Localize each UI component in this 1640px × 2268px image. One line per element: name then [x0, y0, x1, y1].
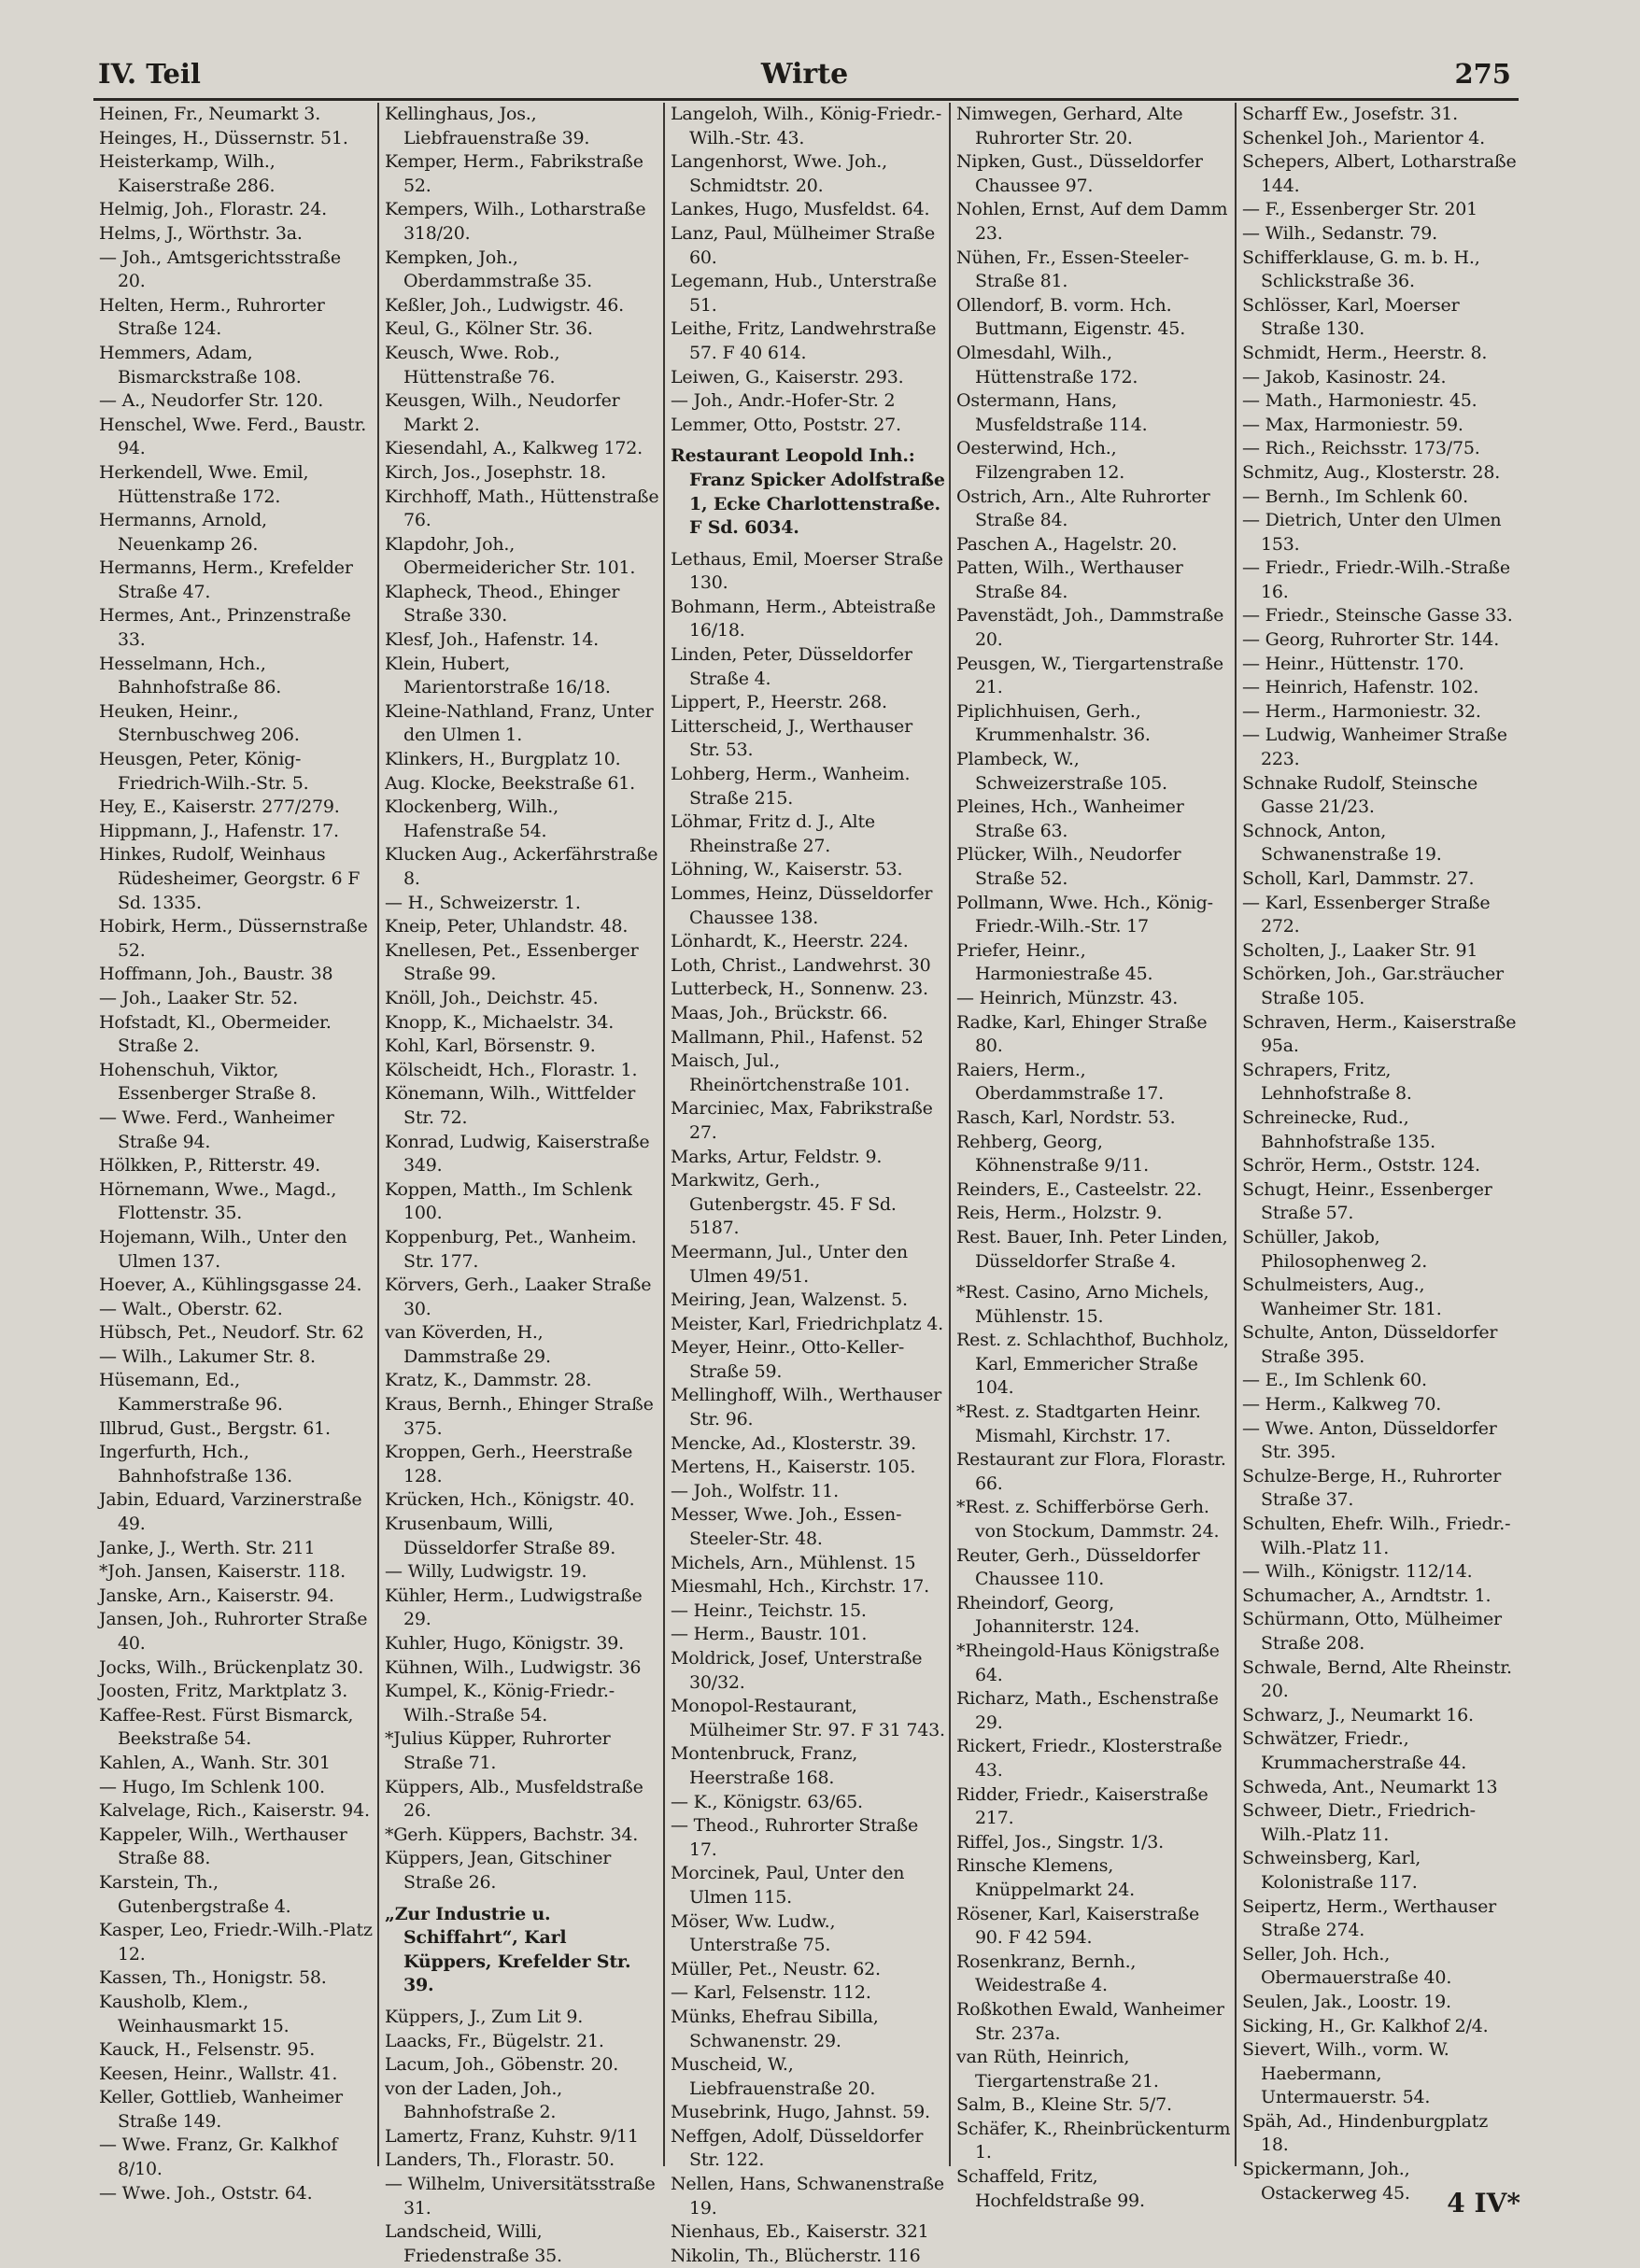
directory-entry: Musebrink, Hugo, Jahnst. 59.: [671, 2102, 930, 2123]
directory-entry: Heinen, Fr., Neumarkt 3.: [99, 104, 321, 124]
directory-entry: Krücken, Hch., Königstr. 40.: [385, 1489, 635, 1511]
directory-entry: Hoever, A., Kühlingsgasse 24.: [99, 1275, 362, 1296]
directory-entry: van Rüth, Heinrich, Tiergartenstraße 21.: [956, 2047, 1159, 2092]
directory-entry: Kumpel, K., König-Friedr.-Wilh.-Straße 54.: [385, 1681, 615, 1726]
directory-entry: Legemann, Hub., Unterstraße 51.: [671, 271, 937, 316]
directory-entry: Kohl, Karl, Börsenstr. 9.: [385, 1035, 596, 1057]
directory-entry: Pollmann, Wwe. Hch., König-Friedr.-Wilh.-Str. 17: [956, 892, 1213, 937]
directory-entry: — K., Königstr. 63/65.: [671, 1791, 863, 1812]
directory-entry: Landscheid, Willi, Friedenstraße 35.: [385, 2221, 562, 2266]
page-number: 275: [1454, 58, 1511, 90]
directory-entry: Schwätzer, Friedr., Krummacherstraße 44.: [1242, 1728, 1467, 1773]
directory-entry: Schwale, Bernd, Alte Rheinstr. 20.: [1242, 1656, 1512, 1702]
directory-entry: Henschel, Wwe. Ferd., Baustr. 94.: [99, 414, 367, 459]
directory-entry: — Hugo, Im Schlenk 100.: [99, 1776, 325, 1797]
directory-entry: — Heinrich, Hafenstr. 102.: [1242, 677, 1479, 698]
directory-entry: Könemann, Wilh., Wittfelder Str. 72.: [385, 1083, 636, 1128]
directory-entry: Janke, J., Werth. Str. 211: [99, 1537, 316, 1558]
directory-entry: Schumacher, A., Arndtstr. 1.: [1242, 1585, 1492, 1606]
directory-entry: Loth, Christ., Landwehrst. 30: [671, 954, 931, 976]
directory-entry: — Walt., Oberstr. 62.: [99, 1298, 283, 1319]
directory-entry: Nimwegen, Gerhard, Alte Ruhrorter Str. 20.: [956, 104, 1183, 148]
directory-entry: Hoffmann, Joh., Baustr. 38: [99, 964, 333, 985]
directory-entry: Janske, Arn., Kaiserstr. 94.: [99, 1585, 334, 1606]
directory-entry: Schwarz, J., Neumarkt 16.: [1242, 1704, 1474, 1726]
directory-entry: — Herm., Baustr. 101.: [671, 1624, 868, 1645]
directory-entry: Illbrud, Gust., Bergstr. 61.: [99, 1417, 331, 1439]
directory-entry: Reuter, Gerh., Düsseldorfer Chaussee 110.: [956, 1544, 1200, 1590]
directory-entry: Plambeck, W., Schweizerstraße 105.: [956, 749, 1167, 794]
directory-entry: Kasper, Leo, Friedr.-Wilh.-Platz 12.: [99, 1920, 373, 1965]
directory-entry: Aug. Klocke, Beekstraße 61.: [385, 772, 635, 794]
header-rule: [93, 98, 1519, 101]
directory-entry: Schweinsberg, Karl, Kolonistraße 117.: [1242, 1848, 1421, 1893]
directory-entry: — Karl, Felsenstr. 112.: [671, 1982, 871, 2004]
directory-entry: — Wilh., Lakumer Str. 8.: [99, 1345, 316, 1367]
directory-entry: Hüsemann, Ed., Kammerstraße 96.: [99, 1370, 283, 1416]
directory-entry: Schürmann, Otto, Mülheimer Straße 208.: [1242, 1609, 1502, 1654]
directory-entry: Rasch, Karl, Nordstr. 53.: [956, 1106, 1176, 1128]
directory-entry: Hesselmann, Hch., Bahnhofstraße 86.: [99, 653, 282, 698]
directory-entry: Hey, E., Kaiserstr. 277/279.: [99, 796, 340, 818]
directory-entry: — F., Essenberger Str. 201: [1242, 199, 1478, 220]
directory-entry: Herkendell, Wwe. Emil, Hüttenstraße 172.: [99, 461, 309, 507]
directory-entry: Lutterbeck, H., Sonnenw. 23.: [671, 979, 928, 1000]
directory-entry: Lippert, P., Heerstr. 268.: [671, 692, 887, 713]
directory-entry: Krusenbaum, Willi, Düsseldorfer Straße 89.: [385, 1514, 616, 1558]
directory-entry: Priefer, Heinr., Harmoniestraße 45.: [956, 939, 1153, 985]
directory-entry: Jansen, Joh., Ruhrorter Straße 40.: [99, 1609, 368, 1654]
directory-entry: Marks, Artur, Feldstr. 9.: [671, 1146, 883, 1167]
directory-entry: Leiwen, G., Kaiserstr. 293.: [671, 366, 904, 387]
directory-entry: Klucken Aug., Ackerfährstraße 8.: [385, 844, 658, 889]
directory-entry: Mencke, Ad., Klosterstr. 39.: [671, 1432, 916, 1454]
directory-entry: Kalvelage, Rich., Kaiserstr. 94.: [99, 1800, 370, 1822]
directory-entry: — Bernh., Im Schlenk 60.: [1242, 486, 1468, 507]
directory-entry: — Jakob, Kasinostr. 24.: [1242, 366, 1447, 387]
directory-entry: — Dietrich, Unter den Ulmen 153.: [1242, 510, 1502, 555]
directory-entry: Hörnemann, Wwe., Magd., Flottenstr. 35.: [99, 1178, 337, 1224]
printer-signature: 4 IV*: [1447, 2188, 1520, 2219]
directory-entry: Richarz, Math., Eschenstraße 29.: [956, 1688, 1219, 1733]
directory-entry: Schrör, Herm., Oststr. 124.: [1242, 1155, 1480, 1176]
directory-entry: *Rest. z. Stadtgarten Heinr. Mismahl, Kirchstr. 17.: [956, 1402, 1201, 1446]
directory-entry: Meiring, Jean, Walzenst. 5.: [671, 1289, 908, 1311]
directory-entry: Peusgen, W., Tiergartenstraße 21.: [956, 653, 1223, 698]
directory-entry: — Heinr., Teichstr. 15.: [671, 1599, 867, 1621]
directory-entry: Späh, Ad., Hindenburgplatz 18.: [1242, 2110, 1489, 2156]
directory-entry: Linden, Peter, Düsseldorfer Straße 4.: [671, 644, 912, 689]
directory-entry: Helmig, Joh., Florastr. 24.: [99, 199, 328, 220]
directory-entry: Kemper, Herm., Fabrikstraße 52.: [385, 151, 643, 196]
directory-entry: Lönhardt, K., Heerstr. 224.: [671, 931, 909, 952]
directory-entry: Kassen, Th., Honigstr. 58.: [99, 1967, 327, 1989]
directory-entry: Mellinghoff, Wilh., Werthauser Str. 96.: [671, 1385, 941, 1430]
directory-entry: Maisch, Jul., Rheinörtchenstraße 101.: [671, 1050, 911, 1095]
directory-entry: — Joh., Laaker Str. 52.: [99, 987, 298, 1008]
directory-entry: Klapdohr, Joh., Obermeidericher Str. 101.: [385, 533, 636, 579]
directory-entry: Kneip, Peter, Uhlandstr. 48.: [385, 916, 629, 937]
directory-entry: — Math., Harmoniestr. 45.: [1242, 390, 1477, 412]
directory-entry: Hermes, Ant., Prinzenstraße 33.: [99, 605, 351, 651]
directory-entry: Keesen, Heinr., Wallstr. 41.: [99, 2063, 338, 2084]
directory-entry: Hermanns, Arnold, Neuenkamp 26.: [99, 510, 267, 555]
directory-entry: Kraus, Bernh., Ehinger Straße 375.: [385, 1394, 654, 1439]
column-3: [665, 103, 951, 2266]
directory-entry: Radke, Karl, Ehinger Straße 80.: [956, 1011, 1208, 1057]
directory-entry: Messer, Wwe. Joh., Essen-Steeler-Str. 48.: [671, 1504, 902, 1550]
directory-entry: Klapheck, Theod., Ehinger Straße 330.: [385, 581, 620, 627]
directory-entry: Litterscheid, J., Werthauser Str. 53.: [671, 715, 912, 761]
directory-entry: Lankes, Hugo, Musfeldst. 64.: [671, 199, 930, 220]
directory-entry: Kappeler, Wilh., Werthauser Straße 88.: [99, 1824, 347, 1869]
directory-entry: Bohmann, Herm., Abteistraße 16/18.: [671, 596, 936, 641]
directory-entry: Rest. z. Schlachthof, Buchholz, Karl, Emmericher Straße 104.: [956, 1330, 1229, 1399]
directory-entry: — H., Schweizerstr. 1.: [385, 892, 581, 913]
directory-entry: Schulze-Berge, H., Ruhrorter Straße 37.: [1242, 1465, 1502, 1511]
directory-entry: Mertens, H., Kaiserstr. 105.: [671, 1457, 916, 1478]
directory-entry: *Joh. Jansen, Kaiserstr. 118.: [99, 1561, 346, 1583]
directory-entry: Kellinghaus, Jos., Liebfrauenstraße 39.: [385, 104, 590, 148]
directory-entry: Nühen, Fr., Essen-Steeler-Straße 81.: [956, 247, 1189, 292]
directory-entry: Keusch, Wwe. Rob., Hüttenstraße 76.: [385, 342, 560, 387]
directory-entry: Sievert, Wilh., vorm. W. Haebermann, Untermauerstr. 54.: [1242, 2039, 1449, 2108]
directory-entry: Plücker, Wilh., Neudorfer Straße 52.: [956, 844, 1181, 889]
directory-entry: Kölscheidt, Hch., Florastr. 1.: [385, 1059, 638, 1080]
directory-entry: Schrapers, Fritz, Lehnhofstraße 8.: [1242, 1059, 1412, 1105]
directory-entry: Nikolin, Th., Blücherstr. 116: [671, 2245, 921, 2266]
page-header: [98, 58, 1511, 95]
directory-entry: Jocks, Wilh., Brückenplatz 30.: [99, 1656, 364, 1678]
directory-entry: Joosten, Fritz, Marktplatz 3.: [99, 1681, 348, 1702]
directory-entry: — Heinr., Hüttenstr. 170.: [1242, 653, 1464, 674]
directory-entry: Montenbruck, Franz, Heerstraße 168.: [671, 1743, 858, 1788]
directory-entry: — A., Neudorfer Str. 120.: [99, 390, 324, 412]
directory-entry: Schulte, Anton, Düsseldorfer Straße 395.: [1242, 1322, 1498, 1367]
directory-entry: — Herm., Kalkweg 70.: [1242, 1394, 1442, 1416]
directory-entry: — Herm., Harmoniestr. 32.: [1242, 700, 1481, 722]
directory-entry: Oesterwind, Hch., Filzengraben 12.: [956, 438, 1125, 483]
directory-entry: Kempers, Wilh., Lotharstraße 318/20.: [385, 199, 646, 244]
directory-entry: Klinkers, H., Burgplatz 10.: [385, 749, 621, 770]
directory-entry: Münks, Ehefrau Sibilla, Schwanenstr. 29.: [671, 2006, 879, 2051]
directory-entry: Lethaus, Emil, Moerser Straße 130.: [671, 548, 943, 594]
directory-entry: Schepers, Albert, Lotharstraße 144.: [1242, 151, 1517, 196]
directory-entry: *Rest. z. Schifferbörse Gerh. von Stockum, Dammstr. 24.: [956, 1497, 1220, 1543]
directory-entry: Konrad, Ludwig, Kaiserstraße 349.: [385, 1131, 650, 1176]
directory-entry: — Friedr., Friedr.-Wilh.-Straße 16.: [1242, 557, 1510, 602]
directory-entry: — Max, Harmoniestr. 59.: [1242, 414, 1463, 435]
directory-entry: Restaurant Leopold Inh.: Franz Spicker Adolfstraße 1, Ecke Charlottenstraße. F Sd. 6034.: [671, 445, 945, 539]
directory-entry: Schifferklause, G. m. b. H., Schlickstraße 36.: [1242, 247, 1480, 292]
directory-entry: — E., Im Schlenk 60.: [1242, 1370, 1427, 1391]
directory-entry: Küppers, J., Zum Lit 9.: [385, 2006, 584, 2027]
directory-entry: Rösener, Karl, Kaiserstraße 90. F 42 594.: [956, 1903, 1200, 1949]
directory-entry: Patten, Wilh., Werthauser Straße 84.: [956, 557, 1183, 602]
directory-entry: Meermann, Jul., Unter den Ulmen 49/51.: [671, 1241, 908, 1287]
directory-entry: *Julius Küpper, Ruhrorter Straße 71.: [385, 1728, 611, 1773]
directory-entry: Nienhaus, Eb., Kaiserstr. 321: [671, 2221, 929, 2243]
directory-entry: Klockenberg, Wilh., Hafenstraße 54.: [385, 796, 558, 841]
directory-entry: Markwitz, Gerh., Gutenbergstr. 45. F Sd. 5187.: [671, 1170, 897, 1239]
directory-entry: Laacks, Fr., Bügelstr. 21.: [385, 2030, 604, 2051]
directory-entry: Restaurant zur Flora, Florastr. 66.: [956, 1449, 1226, 1494]
directory-entry: Lanz, Paul, Mülheimer Straße 60.: [671, 222, 936, 268]
directory-entry: Raiers, Herm., Oberdammstraße 17.: [956, 1059, 1164, 1105]
directory-entry: Meyer, Heinr., Otto-Keller-Straße 59.: [671, 1337, 905, 1382]
directory-entry: *Rest. Casino, Arno Michels, Mühlenstr. 15.: [956, 1282, 1209, 1327]
directory-entry: Schulmeisters, Aug., Wanheimer Str. 181.: [1242, 1275, 1442, 1319]
directory-entry: — Wilhelm, Universitätsstraße 31.: [385, 2174, 656, 2219]
directory-entry: Klein, Hubert, Marientorstraße 16/18.: [385, 653, 611, 698]
directory-entry: Muscheid, W., Liebfrauenstraße 20.: [671, 2054, 876, 2099]
directory-entry: Hojemann, Wilh., Unter den Ulmen 137.: [99, 1226, 347, 1272]
directory-entry: Lemmer, Otto, Poststr. 27.: [671, 414, 901, 435]
directory-entry: Kahlen, A., Wanh. Str. 301: [99, 1752, 331, 1773]
directory-entry: Rehberg, Georg, Köhnenstraße 9/11.: [956, 1131, 1149, 1176]
directory-entry: Seller, Joh. Hch., Obermauerstraße 40.: [1242, 1943, 1452, 1989]
directory-entry: Kroppen, Gerh., Heerstraße 128.: [385, 1442, 633, 1486]
directory-entry: Sicking, H., Gr. Kalkhof 2/4.: [1242, 2015, 1489, 2036]
directory-entry: *Gerh. Küppers, Bachstr. 34.: [385, 1824, 639, 1845]
directory-entry: Schugt, Heinr., Essenberger Straße 57.: [1242, 1178, 1492, 1224]
directory-entry: Keul, G., Kölner Str. 36.: [385, 318, 593, 340]
directory-entry: Müller, Pet., Neustr. 62.: [671, 1958, 881, 1979]
directory-entry: Leithe, Fritz, Landwehrstraße 57. F 40 614.: [671, 318, 937, 363]
directory-entry: Kleine-Nathland, Franz, Unter den Ulmen 1.: [385, 700, 654, 746]
directory-entry: Schnock, Anton, Schwanenstraße 19.: [1242, 820, 1442, 866]
directory-entry: Miesmahl, Hch., Kirchstr. 17.: [671, 1576, 929, 1598]
directory-entry: Rheindorf, Georg, Johanniterstr. 124.: [956, 1592, 1140, 1638]
directory-entry: — Rich., Reichsstr. 173/75.: [1242, 438, 1480, 459]
directory-entry: — Joh., Andr.-Hofer-Str. 2: [671, 390, 896, 412]
directory-entry: — Karl, Essenberger Straße 272.: [1242, 892, 1491, 937]
directory-entry: Schraven, Herm., Kaiserstraße 95a.: [1242, 1011, 1517, 1057]
directory-entry: Schreinecke, Rud., Bahnhofstraße 135.: [1242, 1106, 1435, 1152]
directory-entry: Hohenschuh, Viktor, Essenberger Straße 8.: [99, 1059, 317, 1105]
directory-entry: Seipertz, Herm., Werthauser Straße 274.: [1242, 1895, 1497, 1941]
directory-entry: Scholten, J., Laaker Str. 91: [1242, 939, 1478, 961]
directory-entry: — Wilh., Königstr. 112/14.: [1242, 1561, 1473, 1583]
directory-entry: Kauck, H., Felsenstr. 95.: [99, 2039, 316, 2061]
directory-entry: Kausholb, Klem., Weinhausmarkt 15.: [99, 1991, 290, 2036]
directory-entry: Koppen, Matth., Im Schlenk 100.: [385, 1178, 632, 1224]
directory-entry: Rosenkranz, Bernh., Weidestraße 4.: [956, 1951, 1137, 1996]
directory-entry: Spickermann, Joh., Ostackerweg 45.: [1242, 2159, 1410, 2204]
directory-entry: — Wwe. Joh., Oststr. 64.: [99, 2182, 313, 2204]
directory-entry: Schmidt, Herm., Heerstr. 8.: [1242, 342, 1488, 363]
directory-entry: Landers, Th., Florastr. 50.: [385, 2149, 615, 2171]
directory-entry: Lacum, Joh., Göbenstr. 20.: [385, 2054, 619, 2076]
directory-entry: Morcinek, Paul, Unter den Ulmen 115.: [671, 1863, 905, 1908]
directory-entry: van Köverden, H., Dammstraße 29.: [385, 1322, 551, 1367]
directory-entry: Hübsch, Pet., Neudorf. Str. 62: [99, 1322, 364, 1344]
directory-entry: — Wwe. Ferd., Wanheimer Straße 94.: [99, 1106, 334, 1152]
directory-entry: Ridder, Friedr., Kaiserstraße 217.: [956, 1783, 1209, 1829]
directory-entry: — Joh., Amtsgerichtsstraße 20.: [99, 247, 341, 292]
directory-entry: Mallmann, Phil., Hafenst. 52: [671, 1026, 924, 1048]
directory-entry: Lommes, Heinz, Düsseldorfer Chaussee 138.: [671, 883, 933, 928]
directory-entry: Heisterkamp, Wilh., Kaiserstraße 286.: [99, 151, 276, 196]
directory-entry: Küppers, Jean, Gitschiner Straße 26.: [385, 1848, 612, 1893]
directory-entry: Kaffee-Rest. Fürst Bismarck, Beekstraße 54.: [99, 1704, 354, 1750]
directory-entry: Schaffeld, Fritz, Hochfeldstraße 99.: [956, 2166, 1145, 2211]
directory-entry: Ingerfurth, Hch., Bahnhofstraße 136.: [99, 1442, 292, 1486]
directory-entry: Pavenstädt, Joh., Dammstraße 20.: [956, 605, 1224, 651]
directory-entry: Helms, J., Wörthstr. 3a.: [99, 222, 303, 244]
directory-entry: Jabin, Eduard, Varzinerstraße 49.: [99, 1489, 362, 1535]
directory-entry: Reis, Herm., Holzstr. 9.: [956, 1203, 1163, 1224]
directory-entry: Meister, Karl, Friedrichplatz 4.: [671, 1313, 944, 1334]
directory-entry: Hippmann, J., Hafenstr. 17.: [99, 820, 339, 841]
directory-entry: Rickert, Friedr., Klosterstraße 43.: [956, 1736, 1223, 1781]
directory-entry: Hobirk, Herm., Düssernstraße 52.: [99, 916, 368, 961]
directory-entry: — Friedr., Steinsche Gasse 33.: [1242, 605, 1513, 627]
directory-entry: — Wwe. Franz, Gr. Kalkhof 8/10.: [99, 2134, 338, 2180]
directory-entry: Kirch, Jos., Josephstr. 18.: [385, 461, 606, 483]
directory-entry: Scholl, Karl, Dammstr. 27.: [1242, 868, 1475, 889]
directory-entry: Klesf, Joh., Hafenstr. 14.: [385, 629, 599, 651]
directory-entry: Knellesen, Pet., Essenberger Straße 99.: [385, 939, 639, 985]
directory-entry: Knopp, K., Michaelstr. 34.: [385, 1011, 615, 1033]
directory-entry: Pleines, Hch., Wanheimer Straße 63.: [956, 796, 1184, 841]
directory-entry: Langenhorst, Wwe. Joh., Schmidtstr. 20.: [671, 151, 887, 196]
directory-entry: Lamertz, Franz, Kuhstr. 9/11: [385, 2125, 639, 2147]
directory-entry: Schulten, Ehefr. Wilh., Friedr.-Wilh.-Platz 11.: [1242, 1514, 1511, 1558]
directory-entry: Kiesendahl, A., Kalkweg 172.: [385, 438, 643, 459]
directory-entry: Paschen A., Hagelstr. 20.: [956, 533, 1178, 555]
directory-entry: Piplichhuisen, Gerh., Krummenhalstr. 36.: [956, 700, 1151, 746]
directory-entry: Schmitz, Aug., Klosterstr. 28.: [1242, 461, 1501, 483]
part-label: IV. Teil: [98, 58, 201, 90]
directory-entry: Rest. Bauer, Inh. Peter Linden, Düsseldorfer Straße 4.: [956, 1226, 1228, 1272]
directory-entry: Lohberg, Herm., Wanheim. Straße 215.: [671, 764, 911, 809]
directory-entry: Ollendorf, B. vorm. Hch. Buttmann, Eigenstr. 45.: [956, 294, 1186, 340]
directory-entry: Kuhler, Hugo, Königstr. 39.: [385, 1633, 625, 1654]
directory-entry: Salm, B., Kleine Str. 5/7.: [956, 2094, 1172, 2116]
directory-entry: Schweda, Ant., Neumarkt 13: [1242, 1776, 1498, 1797]
directory-entry: Hinkes, Rudolf, Weinhaus Rüdesheimer, Georgstr. 6 F Sd. 1335.: [99, 844, 361, 913]
directory-entry: von der Laden, Joh., Bahnhofstraße 2.: [385, 2078, 563, 2123]
directory-entry: Schlösser, Karl, Moerser Straße 130.: [1242, 294, 1460, 340]
directory-entry: Schenkel Joh., Marientor 4.: [1242, 127, 1486, 148]
directory-entry: *Rheingold-Haus Königstraße 64.: [956, 1641, 1220, 1685]
directory-entry: Karstein, Th., Gutenbergstraße 4.: [99, 1871, 291, 1917]
directory-entry: — Heinrich, Münzstr. 43.: [956, 987, 1179, 1008]
directory-entry: Küppers, Alb., Musfeldstraße 26.: [385, 1776, 643, 1822]
directory-entry: Körvers, Gerh., Laaker Straße 30.: [385, 1275, 652, 1319]
column-1: [93, 103, 379, 2204]
directory-entry: Hemmers, Adam, Bismarckstraße 108.: [99, 342, 302, 387]
directory-entry: Roßkothen Ewald, Wanheimer Str. 237a.: [956, 1998, 1224, 2044]
directory-entry: Reinders, E., Casteelstr. 22.: [956, 1178, 1202, 1200]
directory-entry: Keusgen, Wilh., Neudorfer Markt 2.: [385, 390, 620, 435]
directory-entry: Schweer, Dietr., Friedrich-Wilh.-Platz 11.: [1242, 1800, 1476, 1845]
directory-entry: Hermanns, Herm., Krefelder Straße 47.: [99, 557, 353, 602]
directory-entry: — Georg, Ruhrorter Str. 144.: [1242, 629, 1500, 651]
directory-entry: Nohlen, Ernst, Auf dem Damm 23.: [956, 199, 1228, 244]
directory-entry: — Ludwig, Wanheimer Straße 223.: [1242, 725, 1507, 770]
directory-entry: Scharff Ew., Josefstr. 31.: [1242, 104, 1458, 124]
directory-entry: Neffgen, Adolf, Düsseldorfer Str. 122.: [671, 2125, 924, 2171]
directory-entry: Schäfer, K., Rheinbrückenturm 1.: [956, 2118, 1231, 2163]
directory-entry: Möser, Ww. Ludw., Unterstraße 75.: [671, 1910, 836, 1956]
directory-entry: — Wilh., Sedanstr. 79.: [1242, 222, 1438, 244]
directory-entry: Nipken, Gust., Düsseldorfer Chaussee 97.: [956, 151, 1203, 196]
directory-entry: Kratz, K., Dammstr. 28.: [385, 1370, 592, 1391]
directory-entry: Seulen, Jak., Loostr. 19.: [1242, 1991, 1451, 2012]
directory-entry: Ostrich, Arn., Alte Ruhrorter Straße 84.: [956, 486, 1210, 531]
directory-entry: Schörken, Joh., Gar.sträucher Straße 105.: [1242, 964, 1504, 1008]
directory-entry: Hölkken, P., Ritterstr. 49.: [99, 1155, 320, 1176]
directory-entry: — Wwe. Anton, Düsseldorfer Str. 395.: [1242, 1417, 1497, 1463]
directory-entry: Schüller, Jakob, Philosophenweg 2.: [1242, 1226, 1428, 1272]
directory-entry: Langeloh, Wilh., König-Friedr.-Wilh.-Str. 43.: [671, 104, 942, 148]
column-2: [379, 103, 665, 2266]
directory-entry: Löhning, W., Kaiserstr. 53.: [671, 859, 903, 880]
directory-entry: Monopol-Restaurant, Mülheimer Str. 97. F 31 743.: [671, 1696, 945, 1740]
directory-entry: — Joh., Wolfstr. 11.: [671, 1480, 839, 1501]
directory-entry: Moldrick, Josef, Unterstraße 30/32.: [671, 1648, 923, 1693]
directory-entry: Kirchhoff, Math., Hüttenstraße 76.: [385, 486, 659, 531]
directory-entry: Kühnen, Wilh., Ludwigstr. 36: [385, 1656, 642, 1678]
directory-entry: Schnake Rudolf, Steinsche Gasse 21/23.: [1242, 772, 1477, 818]
directory-entry: Keßler, Joh., Ludwigstr. 46.: [385, 294, 625, 316]
directory-entry: Heusgen, Peter, König-Friedrich-Wilh.-Str. 5.: [99, 749, 309, 794]
directory-entry: Marciniec, Max, Fabrikstraße 27.: [671, 1098, 933, 1143]
directory-entry: Kühler, Herm., Ludwigstraße 29.: [385, 1585, 643, 1630]
directory-entry: Kempken, Joh., Oberdammstraße 35.: [385, 247, 592, 292]
directory-entry: Michels, Arn., Mühlenst. 15: [671, 1552, 916, 1573]
directory-entry: Rinsche Klemens, Knüppelmarkt 24.: [956, 1855, 1135, 1900]
column-4: [951, 103, 1237, 2211]
directory-entry: Hofstadt, Kl., Obermeider. Straße 2.: [99, 1011, 332, 1057]
directory-entry: Heuken, Heinr., Sternbuschweg 206.: [99, 700, 300, 746]
directory-entry: Knöll, Joh., Deichstr. 45.: [385, 987, 599, 1008]
directory-entry: — Willy, Ludwigstr. 19.: [385, 1561, 587, 1583]
directory-entry: Ostermann, Hans, Musfeldstraße 114.: [956, 390, 1148, 435]
directory-entry: Helten, Herm., Ruhrorter Straße 124.: [99, 294, 325, 340]
directory-entry: — Theod., Ruhrorter Straße 17.: [671, 1815, 919, 1860]
directory-entry: Olmesdahl, Wilh., Hüttenstraße 172.: [956, 342, 1138, 387]
directory-entry: Löhmar, Fritz d. J., Alte Rheinstraße 27.: [671, 811, 875, 856]
directory-entry: Koppenburg, Pet., Wanheim. Str. 177.: [385, 1226, 637, 1272]
directory-entry: Maas, Joh., Brückstr. 66.: [671, 1002, 888, 1023]
directory-entry: Keller, Gottlieb, Wanheimer Straße 149.: [99, 2087, 343, 2132]
directory-entry: Nellen, Hans, Schwanenstraße 19.: [671, 2174, 944, 2219]
directory-entry: „Zur Industrie u. Schiffahrt“, Karl Küppers, Krefelder Str. 39.: [385, 1903, 631, 1996]
directory-entry: Heinges, H., Düssernstr. 51.: [99, 127, 348, 148]
section-title: Wirte: [760, 58, 849, 91]
directory-entry: Riffel, Jos., Singstr. 1/3.: [956, 1831, 1164, 1852]
